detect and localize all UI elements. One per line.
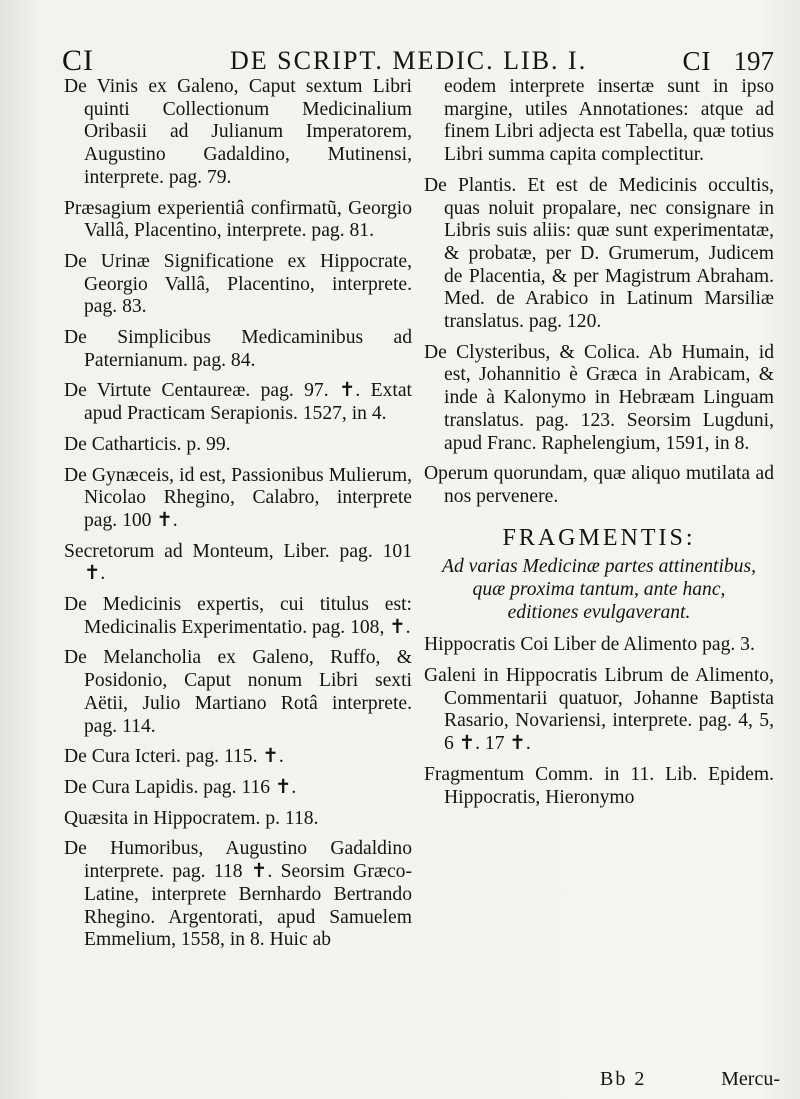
catalog-entry: De Humoribus, Augustino Gadaldino interprete. pag. 118 ✝. Seorsim Græco-Latine, interprete Bernhardo Bertrando Rhegino. Argentorati, apud Samuelem Emmelium, 1558, in 8. Huic ab <box>64 838 412 951</box>
page-footer <box>600 1068 780 1094</box>
catalog-entry: De Cura Icteri. pag. 115. ✝. <box>64 746 284 768</box>
catalog-entry: De Plantis. Et est de Medicinis occultis, quas noluit propalare, nec consignare in Libris suis aliis: quæ sunt experimentatæ, & probatæ, per D. Grumerum, Judicem de Placentia, & per Magistrum Abraham. Med. de Arabico in Latinum Marsiliæ translatus. pag. 120. <box>424 174 774 333</box>
continued-entry: eodem interprete insertæ sunt in ipso margine, utiles Annotationes: atque ad finem Libri adjecta est Tabella, quæ totius Libri summa capita complectitur. <box>444 76 774 166</box>
catalog-entry: Operum quorundam, quæ aliquo mutilata ad nos pervenere. <box>424 463 774 507</box>
catalog-entry: De Clysteribus, & Colica. Ab Humain, id est, Johannitio è Græca in Arabicam, & inde à Kalonymo in Hebræam Linguam translatus. pag. 123. Seorsim Lugduni, apud Franc. Raphelengium, 1591, in 8. <box>424 341 774 454</box>
fragment-entry: Hippocratis Coi Liber de Alimento pag. 3. <box>424 634 755 656</box>
fragment-entry: Fragmentum Comm. in 11. Lib. Epidem. Hippocratis, Hieronymo <box>424 763 774 808</box>
signature-mark: Bb 2 <box>600 1068 647 1090</box>
header-right <box>683 46 775 77</box>
catalog-entry: De Urinæ Significatione ex Hippocrate, Georgio Vallâ, Placentino, interprete. pag. 83. <box>64 250 412 318</box>
catalog-entry: De Virtute Centaureæ. pag. 97. ✝. Extat apud Practicam Serapionis. 1527, in 4. <box>64 380 412 425</box>
catchword: Mercu- <box>721 1068 780 1090</box>
section-subheading: Ad varias Medicinæ partes attinentibus, quæ proxima tantum, ante hanc, editiones evulgaverant. <box>441 556 757 624</box>
catalog-entry: De Simplicibus Medicaminibus ad Paternianum. pag. 84. <box>64 327 412 371</box>
catalog-entry: De Vinis ex Galeno, Caput sextum Libri quinti Collectionum Medicinalium Oribasii ad Julianum Imperatorem, Augustino Gadaldino, Mutinensi, interprete. pag. 79. <box>64 76 412 188</box>
header-right-signature: CI <box>682 46 712 76</box>
catalog-entry: Secretorum ad Monteum, Liber. pag. 101 ✝. <box>64 540 412 585</box>
catalog-entry: Præsagium experientiâ confirmatũ, Georgio Vallâ, Placentino, interprete. pag. 81. <box>64 197 412 242</box>
left-column <box>64 76 412 960</box>
catalog-entry: De Catharticis. p. 99. <box>64 433 231 455</box>
right-column <box>424 76 774 817</box>
fragment-entry: Galeni in Hippocratis Librum de Alimento, Commentarii quatuor, Johanne Baptista Rasario, Novariensi, interprete. pag. 4, 5, 6 ✝. 17 ✝. <box>424 665 774 755</box>
header-left-signature: CI <box>62 44 94 77</box>
page-number: 197 <box>733 46 774 76</box>
catalog-entry: De Melancholia ex Galeno, Ruffo, & Posidonio, Caput nonum Libri sexti Aëtii, Julio Martiano Rotâ interprete. pag. 114. <box>64 647 412 737</box>
catalog-entry: Quæsita in Hippocratem. p. 118. <box>64 807 319 829</box>
catalog-entry: De Medicinis expertis, cui titulus est: Medicinalis Experimentatio. pag. 108, ✝. <box>64 594 412 638</box>
section-heading: FRAGMENTIS: <box>502 524 696 551</box>
catalog-entry: De Gynæceis, id est, Passionibus Mulierum, Nicolao Rhegino, Calabro, interprete pag. 100 ✝. <box>64 464 412 531</box>
running-title: DE SCRIPT. MEDIC. LIB. I. <box>230 46 588 75</box>
catalog-entry: De Cura Lapidis. pag. 116 ✝. <box>64 776 297 798</box>
